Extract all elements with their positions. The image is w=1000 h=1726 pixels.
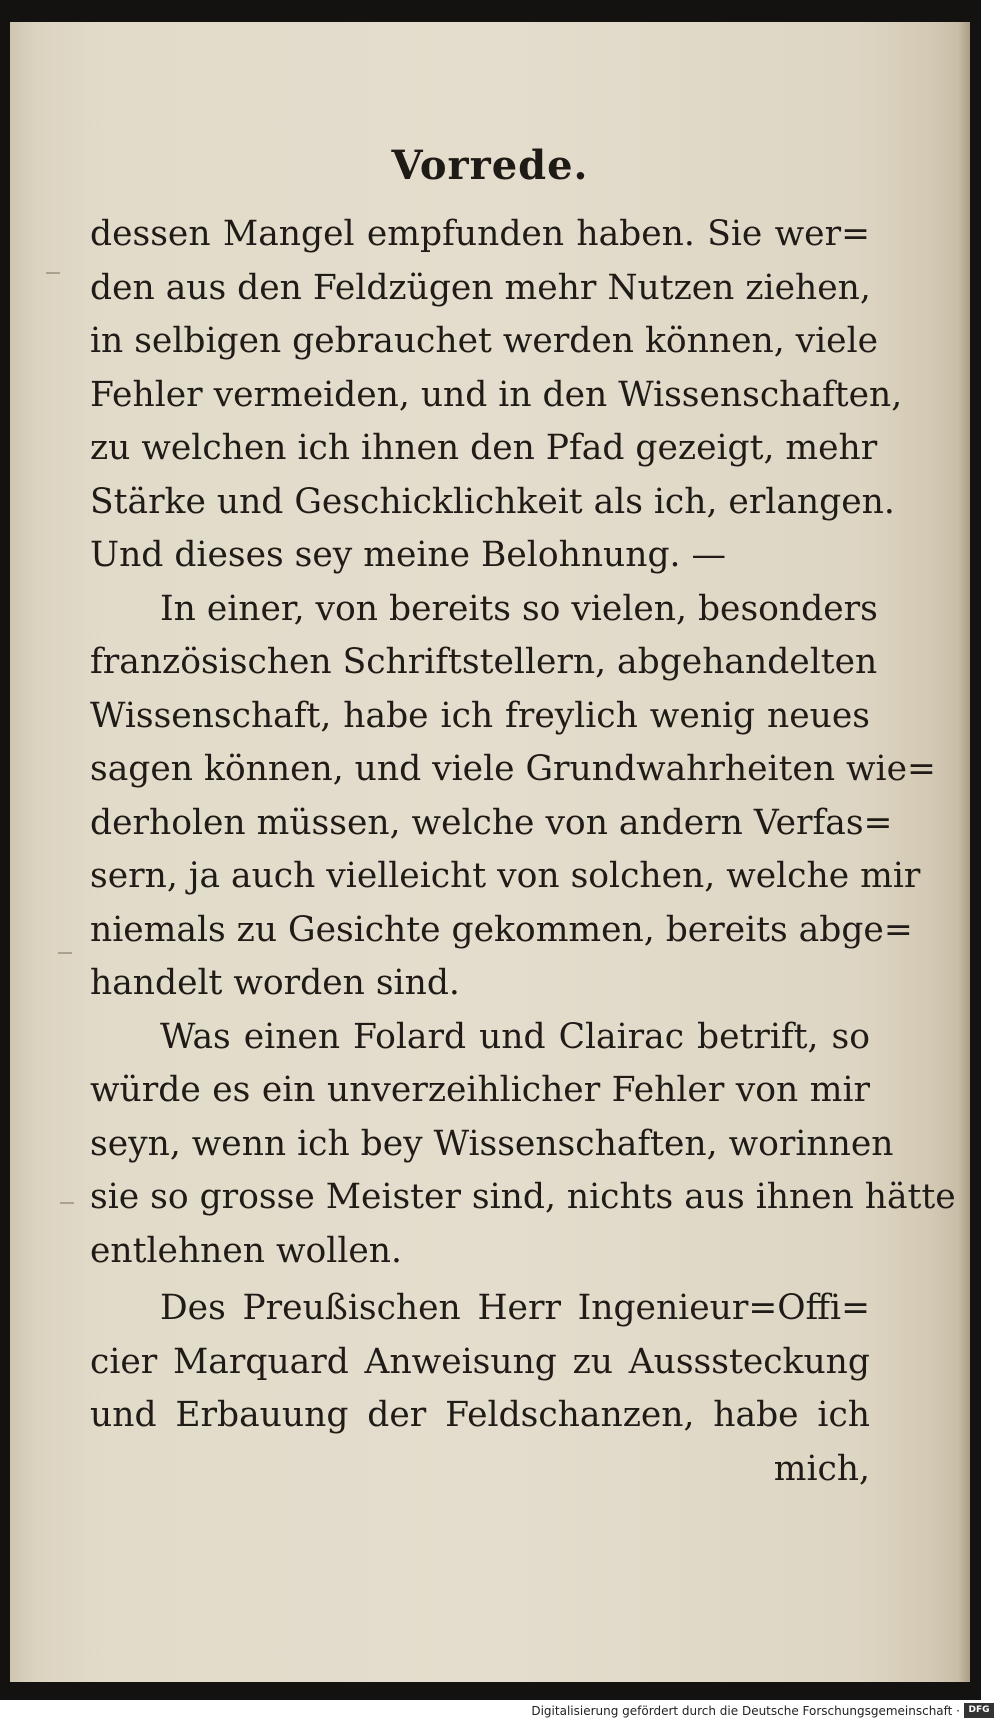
text-line: dessen Mangel empfunden haben. Sie wer= <box>90 214 870 254</box>
text-line: niemals zu Gesichte gekommen, bereits abge= <box>90 909 913 950</box>
text-line: handelt worden sind. <box>90 963 460 1003</box>
book-page <box>10 22 970 1682</box>
text-line: Des Preußischen Herr Ingenieur=Offi= <box>160 1288 870 1328</box>
page-edge-shadow <box>958 22 970 1682</box>
text-line: zu welchen ich ihnen den Pfad gezeigt, mehr <box>90 428 878 468</box>
text-line: cier Marquard Anweisung zu Ausssteckung <box>90 1341 870 1382</box>
text-line: Was einen Folard und Clairac betrift, so <box>160 1016 870 1057</box>
text-line: entlehnen wollen. <box>90 1230 402 1271</box>
catchword: mich, <box>773 1448 870 1489</box>
text-line: sie so grosse Meister sind, nichts aus ihnen hätte <box>90 1177 956 1217</box>
text-line: Fehler vermeiden, und in den Wissenschaften, <box>90 374 903 415</box>
margin-mark <box>60 1202 74 1204</box>
page-body <box>90 208 956 1496</box>
dfg-logo: DFG <box>964 1703 994 1718</box>
text-line: würde es ein unverzeihlicher Fehler von mir <box>90 1070 870 1110</box>
text-line: Und dieses sey meine Belohnung. — <box>90 535 726 575</box>
text-line: Stärke und Geschicklichkeit als ich, erlangen. <box>90 481 895 522</box>
text-line: den aus den Feldzügen mehr Nutzen ziehen, <box>90 267 871 308</box>
margin-mark <box>58 952 72 954</box>
funding-credit: Digitalisierung gefördert durch die Deutsche Forschungsgemeinschaft · <box>531 1704 960 1718</box>
text-line: In einer, von bereits so vielen, besonders <box>160 588 878 629</box>
text-line: und Erbauung der Feldschanzen, habe ich <box>90 1395 870 1435</box>
text-line: derholen müssen, welche von andern Verfas= <box>90 802 893 843</box>
text-line: sagen können, und viele Grundwahrheiten wie= <box>90 749 936 789</box>
text-line: französischen Schriftstellern, abgehandelten <box>90 642 878 682</box>
text-line: Wissenschaft, habe ich freylich wenig neues <box>90 695 870 736</box>
digitization-footer <box>0 1700 1000 1726</box>
margin-mark <box>46 272 60 274</box>
text-line: in selbigen gebrauchet werden können, viele <box>90 321 879 361</box>
page-header: Vorrede. <box>391 142 589 189</box>
text-line: sern, ja auch vielleicht von solchen, welche mir <box>90 856 921 896</box>
text-line: seyn, wenn ich bey Wissenschaften, worinnen <box>90 1123 894 1164</box>
